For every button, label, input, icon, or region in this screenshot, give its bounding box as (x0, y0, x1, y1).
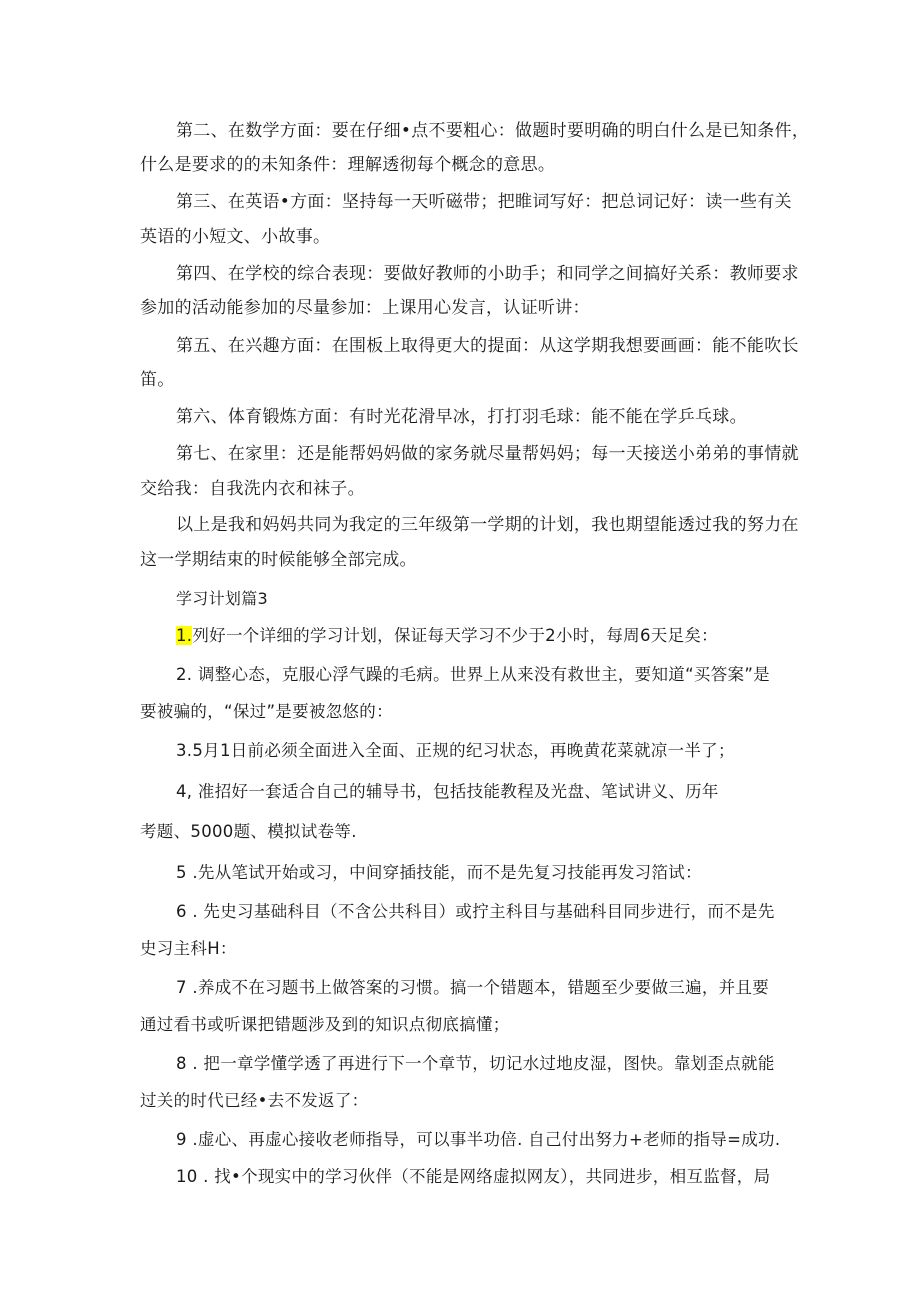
paragraph-interest-line1: 第五、在兴趣方面：在围板上取得更大的提面：从这学期我想要画画：能不能吹长 (176, 336, 799, 356)
list-item-7-line1: 7 .养成不在习题书上做答案的习惯。搞一个错题本，错题至少要做三遍，并且要 (176, 978, 770, 997)
paragraph-sports-line1: 第六、体育锻炼方面：有时光花滑早冰，打打羽毛球：能不能在学乒乓球。 (176, 407, 747, 427)
paragraph-interest-line2: 笛。 (140, 370, 175, 390)
paragraph-school-line2: 参加的活动能参加的尽量参加：上课用心发言，认证听讲： (140, 298, 590, 318)
list-item-4-line2: 考题、5000题、模拟试卷等. (140, 822, 357, 841)
list-item-9: 9 .虚心、再虚心接收老师指导，可以事半功倍. 自己付出努力+老师的指导=成功. (176, 1130, 781, 1149)
list-item-1-text: 列好一个详细的学习计划，保证每天学习不少于2小时，每周6天足矣： (192, 626, 718, 645)
paragraph-summary-line1: 以上是我和妈妈共同为我定的三年级第一学期的计划，我也期望能透过我的努力在 (176, 515, 799, 535)
list-item-2-line2: 要被骗的，“保过”是要被忽悠的： (140, 702, 393, 721)
highlighted-number: 1. (176, 626, 193, 645)
list-item-10: 10 . 找•个现实中的学习伙伴（不能是网络虚拟网友），共同进步，相互监督，局 (176, 1167, 771, 1186)
list-item-8-line2: 过关的时代已经•去不发返了： (140, 1091, 369, 1110)
paragraph-english-line1: 第三、在英语•方面：坚持每一天听磁带；把睢词写好：把总词记好：读一些有关 (176, 192, 792, 212)
paragraph-summary-line2: 这一学期结束的时候能够全部完成。 (140, 550, 417, 570)
list-item-2-line1: 2. 调整心态，克服心浮气躁的毛病。世界上从来没有救世主，要知道“买答案”是 (176, 665, 770, 684)
list-item-5: 5 .先从笔试开始或习，中间穿插技能，而不是先复习技能再发习箔试： (176, 863, 702, 882)
paragraph-home-line2: 交给我：自我洗内衣和袜子。 (140, 479, 365, 499)
list-item-6-line1: 6 . 先史习基础科目（不含公共科目）或拧主科目与基础科目同步进行，而不是先 (176, 902, 775, 921)
paragraph-math-line1: 第二、在数学方面：要在仔细•点不要粗心：做题时要明确的明白什么是已知条件， (176, 121, 810, 141)
list-item-1 (176, 625, 718, 647)
paragraph-math-line2: 什么是要求的的未知条件：理解透彻每个概念的意思。 (140, 155, 556, 175)
list-item-6-line2: 史习主科H： (140, 939, 237, 958)
paragraph-home-line1: 第七、在家里：还是能帮妈妈做的家务就尽量帮妈妈；每一天接送小弟弟的事情就 (176, 444, 799, 464)
section-title: 学习计划篇3 (176, 589, 268, 608)
list-item-8-line1: 8 . 把一章学懂学透了再进行下一个章节，切记水过地皮湿，图快。靠划歪点就能 (176, 1054, 775, 1073)
paragraph-english-line2: 英语的小短文、小故事。 (140, 227, 331, 247)
list-item-7-line2: 通过看书或听课把错题涉及到的知识点彻底搞懂； (140, 1015, 510, 1034)
list-item-3: 3.5月1日前必须全面进入全面、正规的纪习状态，再晚黄花菜就凉一半了； (176, 741, 735, 760)
list-item-4-line1: 4, 准招好一套适合自己的辅导书，包括技能教程及光盘、笔试讲义、历年 (176, 782, 719, 801)
paragraph-school-line1: 第四、在学校的综合表现：要做好教师的小助手；和同学之间搞好关系：教师要求 (176, 264, 799, 284)
